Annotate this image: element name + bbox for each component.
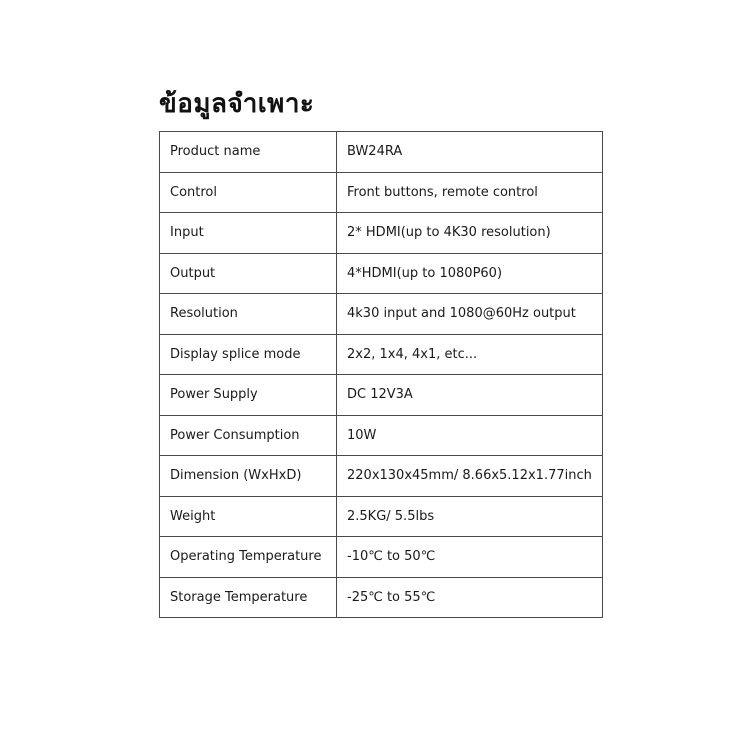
spec-label: Display splice mode [160,334,337,375]
spec-label: Dimension (WxHxD) [160,456,337,497]
table-row [160,294,603,335]
spec-value: 4*HDMI(up to 1080P60) [337,253,603,294]
spec-value: Front buttons, remote control [337,172,603,213]
spec-label: Power Consumption [160,415,337,456]
table-row [160,132,603,173]
table-row [160,213,603,254]
spec-label: Input [160,213,337,254]
table-row [160,577,603,618]
spec-value: 2x2, 1x4, 4x1, etc... [337,334,603,375]
page-title: ข้อมูลจำเพาะ [159,89,315,119]
spec-value: 2.5KG/ 5.5lbs [337,496,603,537]
spec-label: Power Supply [160,375,337,416]
table-row [160,253,603,294]
spec-table [159,131,603,618]
spec-value: 2* HDMI(up to 4K30 resolution) [337,213,603,254]
spec-value: BW24RA [337,132,603,173]
table-row [160,496,603,537]
table-row [160,456,603,497]
spec-value: 220x130x45mm/ 8.66x5.12x1.77inch [337,456,603,497]
table-row [160,415,603,456]
spec-label: Control [160,172,337,213]
spec-label: Output [160,253,337,294]
table-row [160,537,603,578]
table-row [160,172,603,213]
table-row [160,375,603,416]
table-row [160,334,603,375]
spec-value: -25℃ to 55℃ [337,577,603,618]
spec-value: 4k30 input and 1080@60Hz output [337,294,603,335]
spec-value: -10℃ to 50℃ [337,537,603,578]
spec-label: Weight [160,496,337,537]
spec-label: Storage Temperature [160,577,337,618]
spec-label: Operating Temperature [160,537,337,578]
spec-label: Product name [160,132,337,173]
spec-label: Resolution [160,294,337,335]
spec-value: DC 12V3A [337,375,603,416]
spec-value: 10W [337,415,603,456]
